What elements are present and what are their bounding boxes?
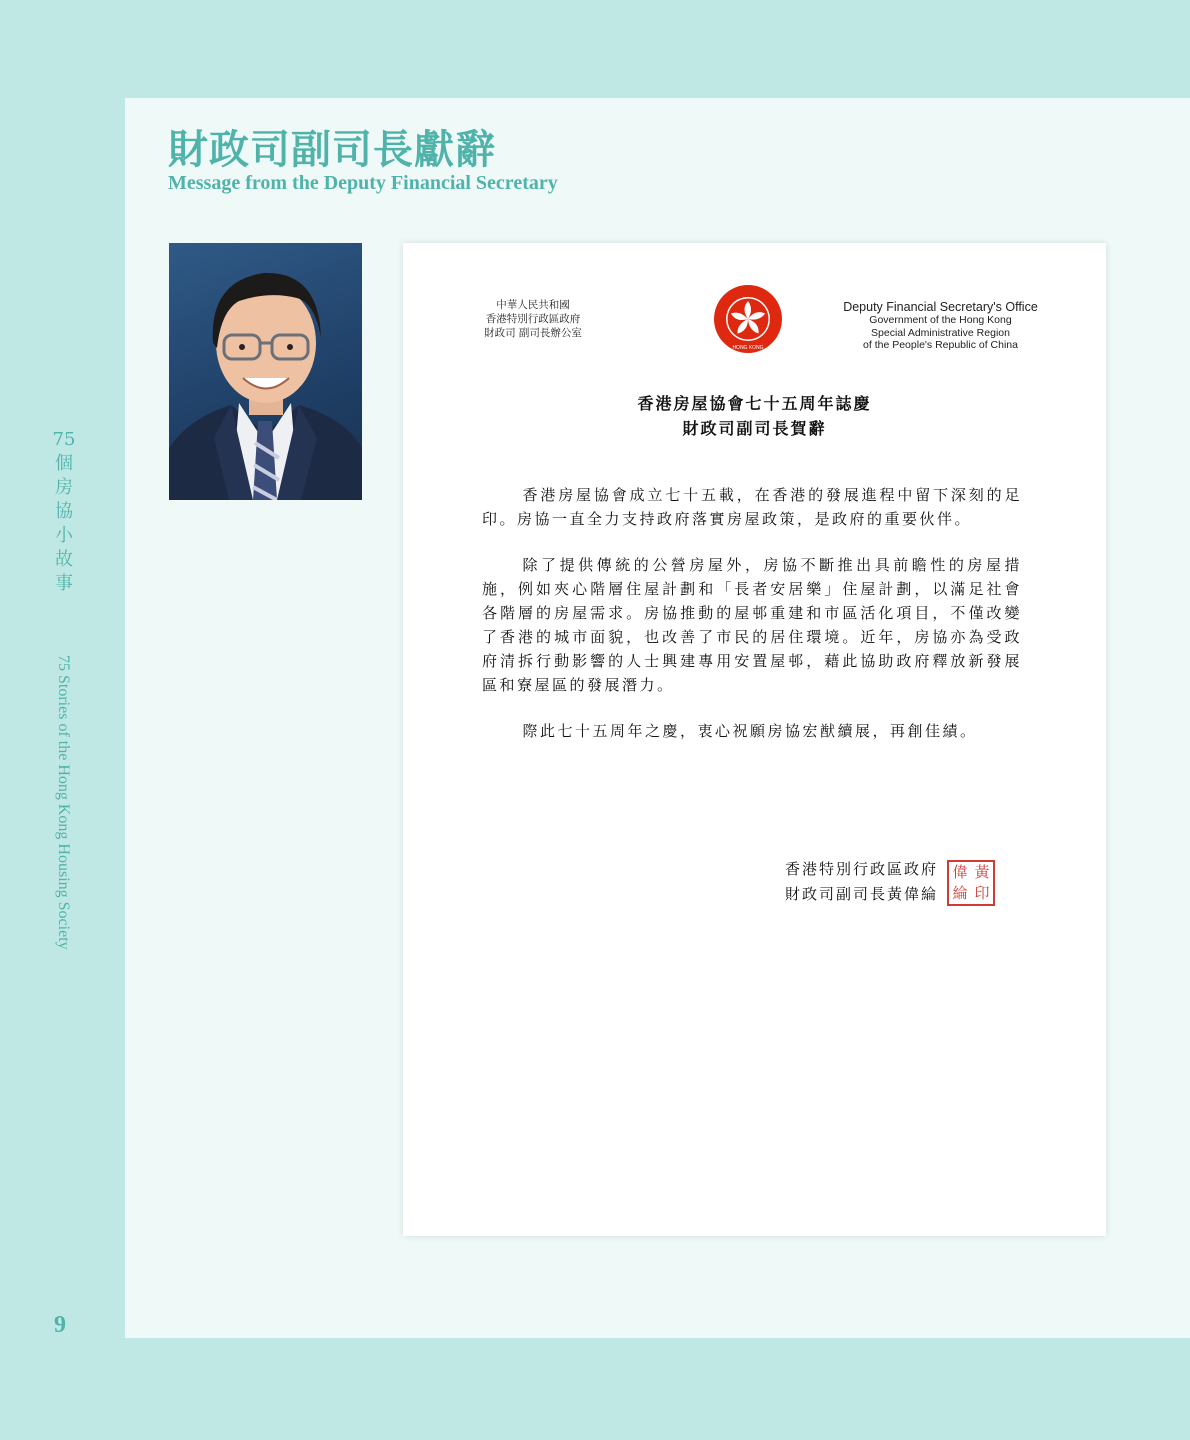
letterhead-en-line: Government of the Hong Kong	[869, 314, 1012, 326]
side-title-char: 事	[55, 573, 73, 594]
letter-heading-line: 香港房屋協會七十五周年誌慶	[637, 394, 872, 413]
seal-char: 黃	[974, 863, 990, 881]
side-title-zh	[52, 428, 76, 596]
emblem-text: HONG KONG	[732, 345, 764, 351]
letter-paragraph: 香港房屋協會成立七十五載，在香港的發展進程中留下深刻的足印。房協一直全力支持政府落實房屋政策，是政府的重要伙伴。	[482, 486, 1022, 528]
signature-block	[758, 857, 938, 907]
letter-paragraph: 除了提供傳統的公營房屋外，房協不斷推出具前瞻性的房屋措施，例如夾心階層住屋計劃和「長者安居樂」住屋計劃，以滿足社會各階層的房屋需求。房協推動的屋邨重建和市區活化項目，不僅改變了香港的城市面貌，也改善了市民的居住環境。近年，房協亦為受政府清拆行動影響的人士興建專用安置屋邨，藉此協助政府釋放新發展區和寮屋區的發展潛力。	[482, 556, 1022, 694]
signature-line: 香港特別行政區政府	[784, 860, 938, 878]
side-title-char: 個	[55, 453, 73, 474]
letterhead-zh	[433, 298, 633, 340]
letterhead-en-line: Special Administrative Region	[871, 326, 1010, 339]
hong-kong-emblem-icon	[712, 283, 784, 355]
side-title-char: 協	[55, 501, 73, 522]
seal-char: 綸	[952, 884, 968, 902]
page-title-zh: 財政司副司長獻辭	[168, 126, 496, 173]
letterhead-zh-line: 財政司 副司長辦公室	[484, 327, 582, 339]
letter-heading	[403, 391, 1106, 441]
letter-body	[482, 483, 1022, 765]
letterhead-zh-line: 香港特別行政區政府	[485, 313, 581, 325]
letterhead-zh-line: 中華人民共和國	[496, 299, 570, 311]
letterhead-en-line: Deputy Financial Secretary's Office	[843, 300, 1038, 314]
letterhead-en	[828, 300, 1053, 352]
signature-line: 財政司副司長黃偉綸	[784, 885, 938, 903]
side-title-char: 房	[55, 477, 73, 498]
page-title-en: Message from the Deputy Financial Secretary	[168, 172, 558, 194]
side-title-char: 故	[55, 549, 73, 570]
page-number: 9	[54, 1312, 66, 1338]
seal-char: 印	[974, 884, 990, 902]
side-title-char: 75	[52, 429, 76, 450]
letter-paragraph: 際此七十五周年之慶，衷心祝願房協宏猷續展，再創佳績。	[522, 722, 978, 740]
letterhead-en-line: of the People's Republic of China	[863, 339, 1018, 351]
congratulatory-letter	[403, 243, 1106, 1236]
name-seal-icon	[947, 860, 995, 906]
portrait-photo	[169, 243, 362, 500]
side-title-en: 75 Stories of the Hong Kong Housing Society	[55, 655, 72, 950]
side-title-char: 小	[55, 525, 73, 546]
portrait-icon	[169, 243, 362, 500]
letter-heading-line: 財政司副司長賀辭	[682, 419, 827, 438]
seal-char: 偉	[952, 863, 968, 881]
